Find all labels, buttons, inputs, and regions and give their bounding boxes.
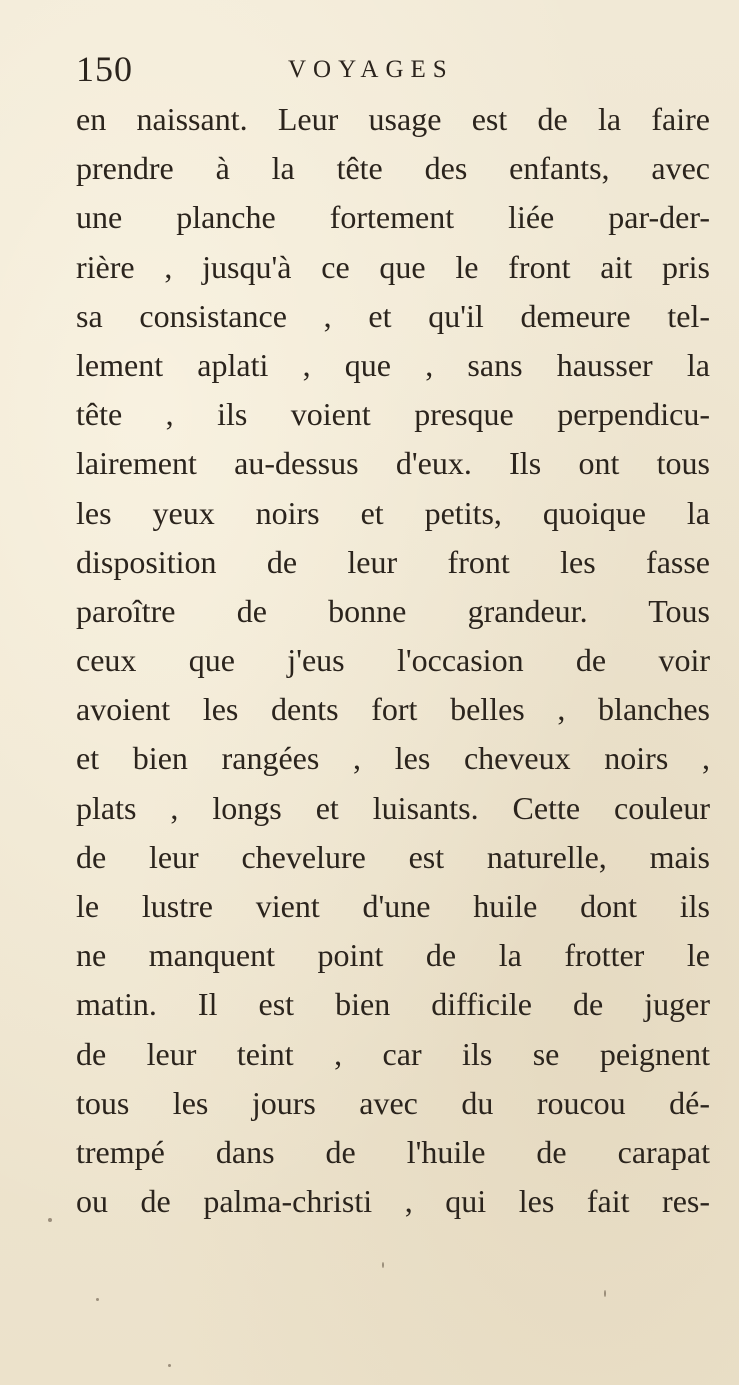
text-line: lairement au-dessus d'eux. Ils ont tous: [76, 445, 710, 482]
paper-speck: [168, 1364, 171, 1367]
text-line: ne manquent point de la frotter le: [76, 937, 710, 974]
page-number: 150: [76, 49, 133, 89]
text-line: disposition de leur front les fasse: [76, 543, 710, 580]
text-line: et bien rangées , les cheveux noirs ,: [76, 740, 710, 777]
text-line: de leur teint , car ils se peignent: [76, 1035, 710, 1072]
text-line: une planche fortement liée par-der-: [76, 199, 710, 236]
paper-speck: [96, 1298, 99, 1301]
text-line: sa consistance , et qu'il demeure tel-: [76, 297, 710, 334]
text-line: les yeux noirs et petits, quoique la: [76, 494, 710, 531]
text-line: ceux que j'eus l'occasion de voir: [76, 642, 710, 679]
text-line: tête , ils voient presque perpendicu-: [76, 396, 710, 433]
body-text: [76, 95, 710, 1226]
paper-speck: [48, 1218, 52, 1222]
paper-speck: [604, 1290, 606, 1297]
text-line: ou de palma-christi , qui les fait res-: [76, 1183, 710, 1220]
text-line: matin. Il est bien difficile de juger: [76, 986, 710, 1023]
page-header: [76, 44, 676, 94]
text-line: en naissant. Leur usage est de la faire: [76, 101, 710, 137]
text-line: trempé dans de l'huile de carapat: [76, 1133, 710, 1170]
text-line: rière , jusqu'à ce que le front ait pris: [76, 248, 710, 285]
text-line: avoient les dents fort belles , blanches: [76, 691, 710, 728]
text-line: tous les jours avec du roucou dé-: [76, 1084, 710, 1121]
text-line: plats , longs et luisants. Cette couleur: [76, 789, 710, 826]
text-line: lement aplati , que , sans hausser la: [76, 346, 710, 383]
text-line: paroître de bonne grandeur. Tous: [76, 592, 710, 629]
text-line: de leur chevelure est naturelle, mais: [76, 838, 710, 875]
text-line: le lustre vient d'une huile dont ils: [76, 888, 710, 924]
running-head: VOYAGES: [288, 56, 454, 83]
text-line: prendre à la tête des enfants, avec: [76, 150, 710, 187]
paper-speck: [382, 1262, 384, 1268]
